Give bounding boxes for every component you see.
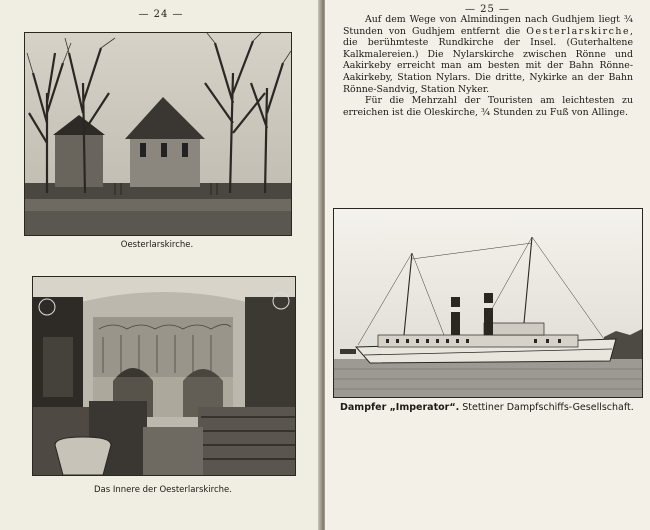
church-exterior-photo (24, 32, 292, 236)
paragraph-1-part1: Auf dem Wege von Almindingen nach Gudhjem liegt ¾ Stunden von Gudhjem entfernt die (343, 14, 633, 37)
paragraph-1 (343, 14, 633, 95)
steamer-caption-company: Stettiner Dampfschiffs-Gesellschaft. (462, 402, 634, 413)
church-interior-photo (32, 276, 296, 476)
steamer-caption (340, 402, 640, 413)
church-exterior-illustration (25, 33, 291, 235)
church-exterior-caption: Oesterlarskirche. (120, 240, 194, 250)
steamer-illustration (334, 209, 642, 397)
page-number-right: — 25 — (464, 4, 511, 15)
paragraph-1-part2: , die berühmteste Rundkirche der Insel. (Guterhaltene Kalkmalereien.) Die Nylarskirche zwischen Rönne und Aakirkeby erreicht man am besten mit der Bahn Rönne-Aakirkeby, Station Nylars. Die dritte, Nykirke an der Bahn Rönne-Sandvig, Station Nyker. (343, 25, 633, 95)
paragraph-2: Für die Mehrzahl der Touristen am leichtesten zu erreichen ist die Oleskirche, ¾ Stunden zu Fuß von Allinge. (343, 95, 633, 118)
page-number-left: — 24 — (138, 9, 184, 20)
steamer-photo (333, 208, 643, 398)
church-interior-illustration (33, 277, 295, 475)
steamer-caption-name: Dampfer „Imperator“. (340, 402, 460, 413)
left-page (0, 0, 322, 530)
church-name-emphasis: Oesterlarskirche (526, 25, 631, 37)
church-interior-caption: Das Innere der Oesterlarskirche. (94, 485, 232, 495)
body-text (343, 14, 633, 118)
